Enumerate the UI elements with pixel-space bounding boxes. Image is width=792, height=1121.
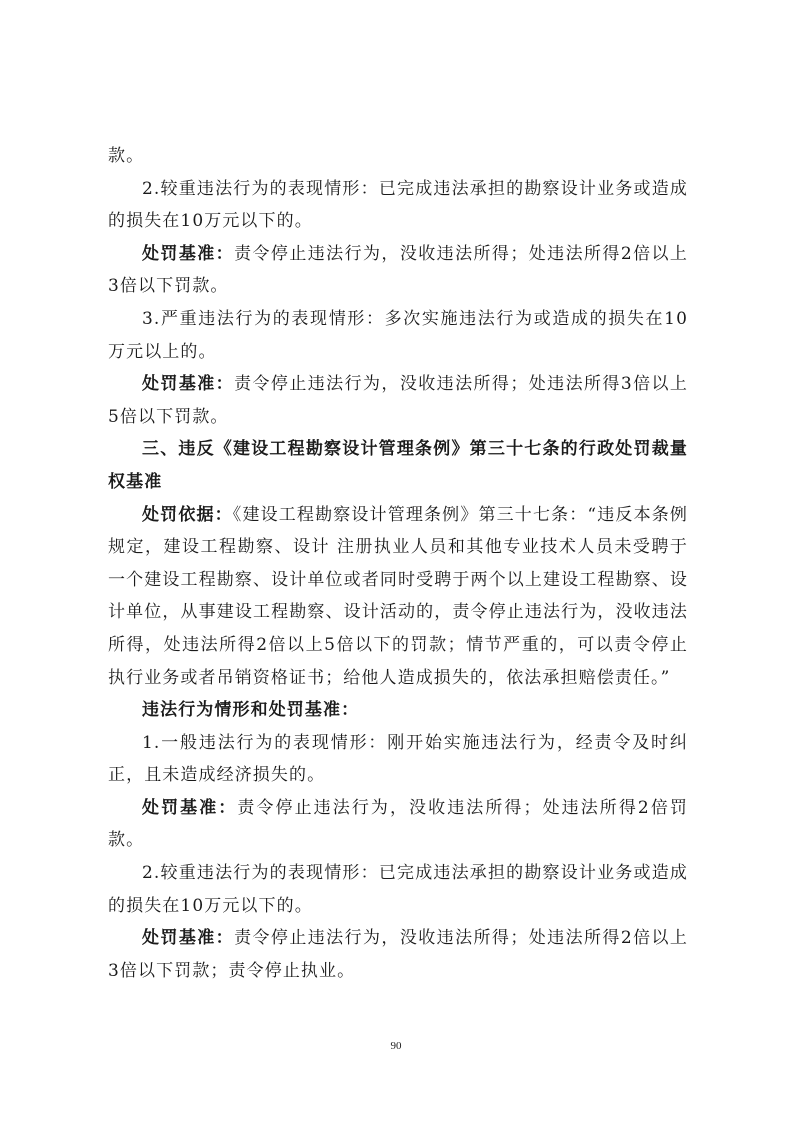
paragraph-penalty-standard	[108, 792, 688, 857]
paragraph-text: 2.较重违法行为的表现情形：已完成违法承担的勘察设计业务或造成的损失在10万元以下的。	[108, 863, 688, 916]
penalty-standard-label: 处罚基准：	[142, 243, 235, 264]
paragraph-text: 款。	[108, 146, 145, 166]
paragraph-text: 责令停止违法行为，没收违法所得；处违法所得2倍以上3倍以下罚款。	[108, 243, 688, 297]
subsection-heading	[108, 694, 688, 727]
section-heading-text: 三、违反《建设工程勘察设计管理条例》第三十七条的行政处罚裁量权基准	[108, 439, 688, 492]
paragraph-item-2-serious	[108, 857, 688, 922]
penalty-standard-label: 处罚基准：	[142, 374, 235, 395]
paragraph-item-1-general	[108, 727, 688, 792]
paragraph-item-2-serious	[108, 173, 688, 238]
paragraph-penalty-standard	[108, 368, 688, 433]
paragraph-continuation	[108, 140, 688, 173]
paragraph-text: 2.较重违法行为的表现情形：已完成违法承担的勘察设计业务或造成的损失在10万元以下的。	[108, 178, 688, 232]
section-heading	[108, 433, 688, 498]
page-number: 90	[390, 1040, 402, 1052]
paragraph-text: 《建设工程勘察设计管理条例》第三十七条：“违反本条例规定，建设工程勘察、设计 注册执业人员和其他专业技术人员未受聘于一个建设工程勘察、设计单位或者同时受聘于两个以上建设工程勘察、设计单位，从事建设工程勘察、设计活动的，责令停止违法行为，没收违法所得，处违法所得2倍以上5倍以下的罚款；情节严重的，可以责令停止执行业务或者吊销资格证书；给他人造成损失的，依法承担赔偿责任。”	[108, 504, 689, 688]
body-text	[108, 140, 688, 987]
paragraph-text: 3.严重违法行为的表现情形：多次实施违法行为或造成的损失在10万元以上的。	[108, 308, 688, 362]
paragraph-text: 责令停止违法行为，没收违法所得；处违法所得2倍以上3倍以下罚款；责令停止执业。	[108, 928, 688, 981]
paragraph-penalty-standard	[108, 922, 688, 987]
penalty-standard-label: 处罚基准：	[142, 797, 238, 818]
paragraph-penalty-basis	[108, 499, 688, 695]
subsection-heading-text: 违法行为情形和处罚基准：	[142, 700, 360, 721]
penalty-basis-label: 处罚依据：	[142, 504, 233, 525]
penalty-standard-label: 处罚基准：	[142, 928, 235, 949]
paragraph-text: 责令停止违法行为，没收违法所得；处违法所得2倍罚款。	[108, 797, 688, 851]
paragraph-text: 1.一般违法行为的表现情形：刚开始实施违法行为，经责令及时纠正，且未造成经济损失的。	[108, 732, 688, 786]
paragraph-penalty-standard	[108, 238, 688, 303]
paragraph-item-3-severe	[108, 303, 688, 368]
paragraph-text: 责令停止违法行为，没收违法所得；处违法所得3倍以上5倍以下罚款。	[108, 374, 688, 427]
